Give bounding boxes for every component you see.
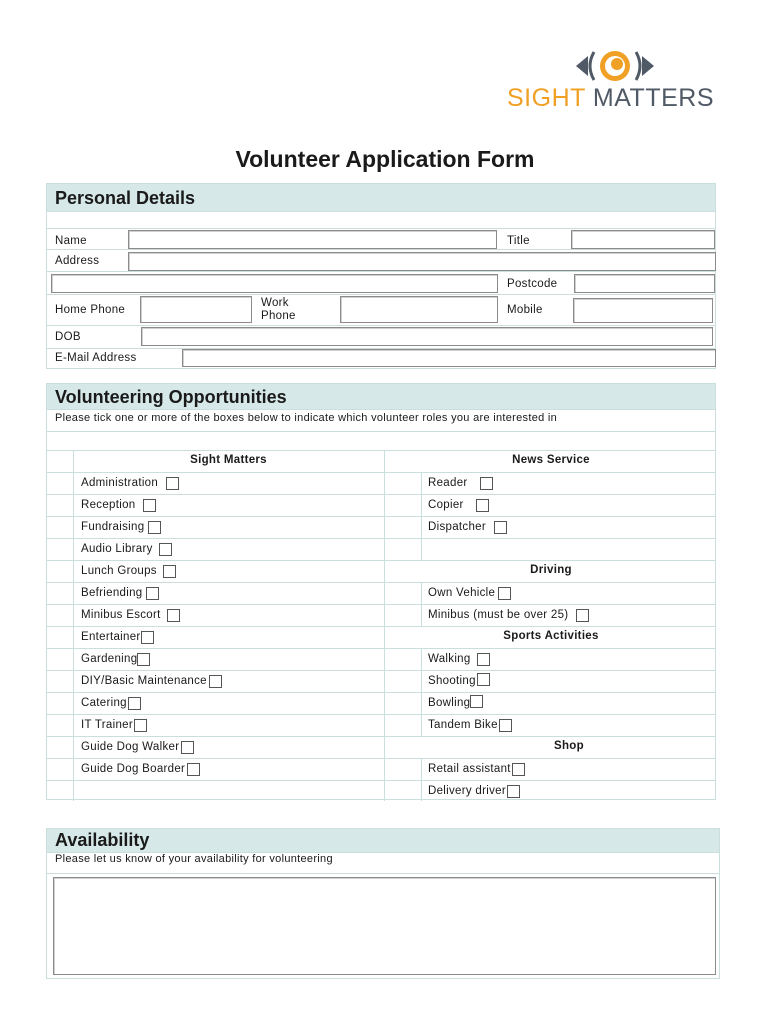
option-audio-library[interactable]: Audio Library xyxy=(81,538,172,560)
home-phone-field[interactable] xyxy=(140,296,252,323)
sight-matters-heading: Sight Matters xyxy=(190,454,267,466)
shop-heading: Shop xyxy=(554,740,584,752)
checkbox[interactable] xyxy=(470,695,483,708)
title-field[interactable] xyxy=(571,230,715,249)
checkbox[interactable] xyxy=(494,521,507,534)
checkbox[interactable] xyxy=(576,609,589,622)
option-walking[interactable]: Walking xyxy=(428,648,490,670)
postcode-field[interactable] xyxy=(574,274,715,293)
checkbox[interactable] xyxy=(141,631,154,644)
option-copier[interactable]: Copier xyxy=(428,494,489,516)
option-reader[interactable]: Reader xyxy=(428,472,493,494)
work-phone-label: Work Phone xyxy=(261,297,296,322)
driving-heading: Driving xyxy=(530,564,572,576)
option-minibus-escort[interactable]: Minibus Escort xyxy=(81,604,180,626)
mobile-label: Mobile xyxy=(507,304,543,316)
email-field[interactable] xyxy=(182,349,716,367)
checkbox[interactable] xyxy=(143,499,156,512)
option-shooting[interactable]: Shooting xyxy=(428,670,490,692)
checkbox[interactable] xyxy=(209,675,222,688)
option-administration[interactable]: Administration xyxy=(81,472,179,494)
option-lunch-groups[interactable]: Lunch Groups xyxy=(81,560,176,582)
home-phone-label: Home Phone xyxy=(55,304,126,316)
work-phone-field[interactable] xyxy=(340,296,498,323)
page-title: Volunteer Application Form xyxy=(235,146,535,172)
checkbox[interactable] xyxy=(480,477,493,490)
checkbox[interactable] xyxy=(512,763,525,776)
news-service-heading: News Service xyxy=(512,454,590,466)
option-retail-assistant[interactable]: Retail assistant xyxy=(428,758,525,780)
availability-textarea[interactable] xyxy=(53,877,716,975)
option-it-trainer[interactable]: IT Trainer xyxy=(81,714,147,736)
checkbox[interactable] xyxy=(163,565,176,578)
option-gardening[interactable]: Gardening xyxy=(81,648,150,670)
checkbox[interactable] xyxy=(146,587,159,600)
checkbox[interactable] xyxy=(159,543,172,556)
checkbox[interactable] xyxy=(187,763,200,776)
option-delivery-driver[interactable]: Delivery driver xyxy=(428,780,520,802)
availability-instructions: Please let us know of your availability for volunteering xyxy=(55,853,333,865)
eye-logo-icon xyxy=(572,44,658,88)
postcode-label: Postcode xyxy=(507,278,558,290)
volunteering-instructions: Please tick one or more of the boxes below to indicate which volunteer roles you are interested in xyxy=(55,412,558,424)
option-reception[interactable]: Reception xyxy=(81,494,156,516)
mobile-field[interactable] xyxy=(573,298,713,323)
personal-details-section xyxy=(46,183,716,369)
name-label: Name xyxy=(55,235,87,247)
option-tandem-bike[interactable]: Tandem Bike xyxy=(428,714,512,736)
option-befriending[interactable]: Befriending xyxy=(81,582,159,604)
name-field[interactable] xyxy=(128,230,497,249)
checkbox[interactable] xyxy=(477,653,490,666)
option-fundraising[interactable]: Fundraising xyxy=(81,516,161,538)
checkbox[interactable] xyxy=(128,697,141,710)
volunteering-heading: Volunteering Opportunities xyxy=(55,387,287,407)
dob-field[interactable] xyxy=(141,327,713,346)
option-catering[interactable]: Catering xyxy=(81,692,141,714)
email-label: E-Mail Address xyxy=(55,352,137,364)
checkbox[interactable] xyxy=(181,741,194,754)
checkbox[interactable] xyxy=(166,477,179,490)
option-diy-basic-maintenance[interactable]: DIY/Basic Maintenance xyxy=(81,670,222,692)
checkbox[interactable] xyxy=(167,609,180,622)
option-dispatcher[interactable]: Dispatcher xyxy=(428,516,507,538)
checkbox[interactable] xyxy=(148,521,161,534)
volunteering-opportunities-section xyxy=(46,383,716,800)
checkbox[interactable] xyxy=(476,499,489,512)
address-label: Address xyxy=(55,255,100,267)
availability-heading: Availability xyxy=(55,830,150,850)
availability-section xyxy=(46,828,720,979)
option-own-vehicle[interactable]: Own Vehicle xyxy=(428,582,511,604)
option-guide-dog-boarder[interactable]: Guide Dog Boarder xyxy=(81,758,200,780)
checkbox[interactable] xyxy=(499,719,512,732)
sports-activities-heading: Sports Activities xyxy=(503,630,599,642)
checkbox[interactable] xyxy=(507,785,520,798)
checkbox[interactable] xyxy=(134,719,147,732)
address-field-line2[interactable] xyxy=(51,274,498,293)
title-label: Title xyxy=(507,235,530,247)
option-minibus-driver[interactable]: Minibus (must be over 25) xyxy=(428,604,589,626)
checkbox[interactable] xyxy=(477,673,490,686)
address-field-line1[interactable] xyxy=(128,252,716,271)
option-guide-dog-walker[interactable]: Guide Dog Walker xyxy=(81,736,194,758)
personal-details-heading: Personal Details xyxy=(55,188,196,208)
option-entertainer[interactable]: Entertainer xyxy=(81,626,154,648)
dob-label: DOB xyxy=(55,331,81,343)
checkbox[interactable] xyxy=(498,587,511,600)
option-bowling[interactable]: Bowling xyxy=(428,692,483,714)
logo-wordmark: SIGHT MATTERS xyxy=(507,84,714,112)
checkbox[interactable] xyxy=(137,653,150,666)
